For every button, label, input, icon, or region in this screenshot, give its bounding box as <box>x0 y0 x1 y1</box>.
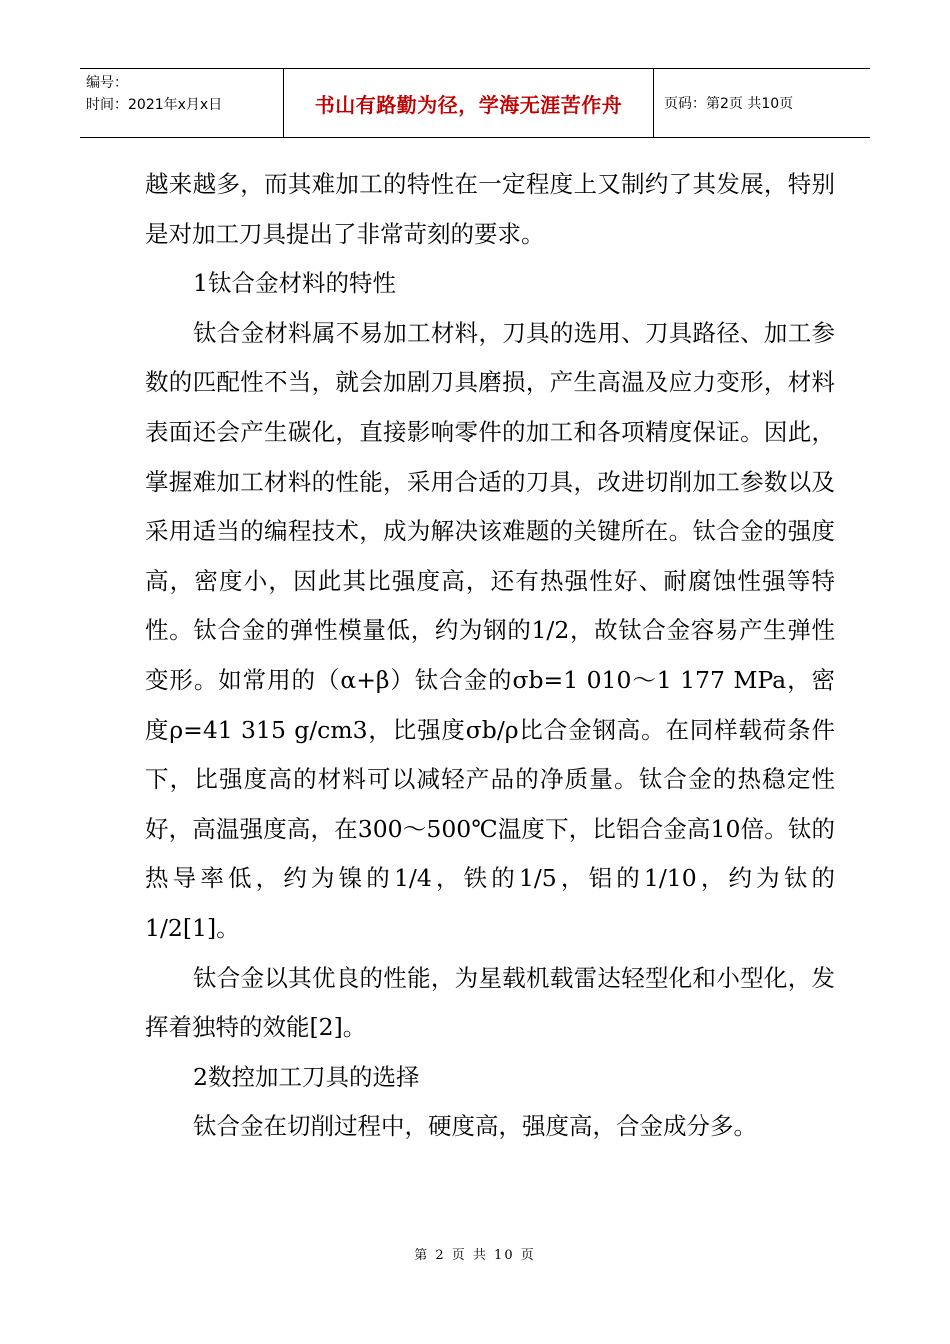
paragraph: 钛合金在切削过程中，硬度高，强度高，合金成分多。 <box>193 1112 757 1141</box>
document-number-label: 编号： <box>86 75 128 91</box>
header-page-code: 页码：第2页 共10页 <box>664 96 794 112</box>
page-header <box>80 68 870 138</box>
header-meta <box>80 69 283 137</box>
paragraph: 越来越多，而其难加工的特性在一定程度上又制约了其发展，特别是对加工刀具提出了非常苛刻的要求。 <box>145 170 835 248</box>
paragraph: 钛合金材料属不易加工材料，刀具的选用、刀具路径、加工参数的匹配性不当，就会加剧刀具磨损，产生高温及应力变形，材料表面还会产生碳化，直接影响零件的加工和各项精度保证。因此，掌握难加工材料的性能，采用合适的刀具，改进切削加工参数以及采用适当的编程技术，成为解决该难题的关键所在。钛合金的强度高，密度小，因此其比强度高，还有热强性好、耐腐蚀性强等特性。钛合金的弹性模量低，约为钢的1/2，故钛合金容易产生弹性变形。如常用的（α+β）钛合金的σb=1 010～1 177 MPa，密度ρ=41 315 g/cm3，比强度σb/ρ比合金钢高。在同样载荷条件下，比强度高的材料可以减轻产品的净质量。钛合金的热稳定性好，高温强度高，在300～500℃温度下，比铝合金高10倍。钛的热导率低，约为镍的1/4，铁的1/5，铝的1/10，约为钛的1/2[1]。 <box>145 318 835 942</box>
document-time-label: 时间：2021年x月x日 <box>86 97 223 113</box>
section-heading: 1钛合金材料的特性 <box>193 269 396 298</box>
page-footer: 第 2 页 共 10 页 <box>414 1248 536 1263</box>
body-text <box>145 160 835 1152</box>
section-heading: 2数控加工刀具的选择 <box>193 1062 420 1091</box>
header-motto: 书山有路勤为径，学海无涯苦作舟 <box>283 69 654 137</box>
paragraph: 钛合金以其优良的性能，为星载机载雷达轻型化和小型化，发挥着独特的效能[2]。 <box>145 963 835 1042</box>
